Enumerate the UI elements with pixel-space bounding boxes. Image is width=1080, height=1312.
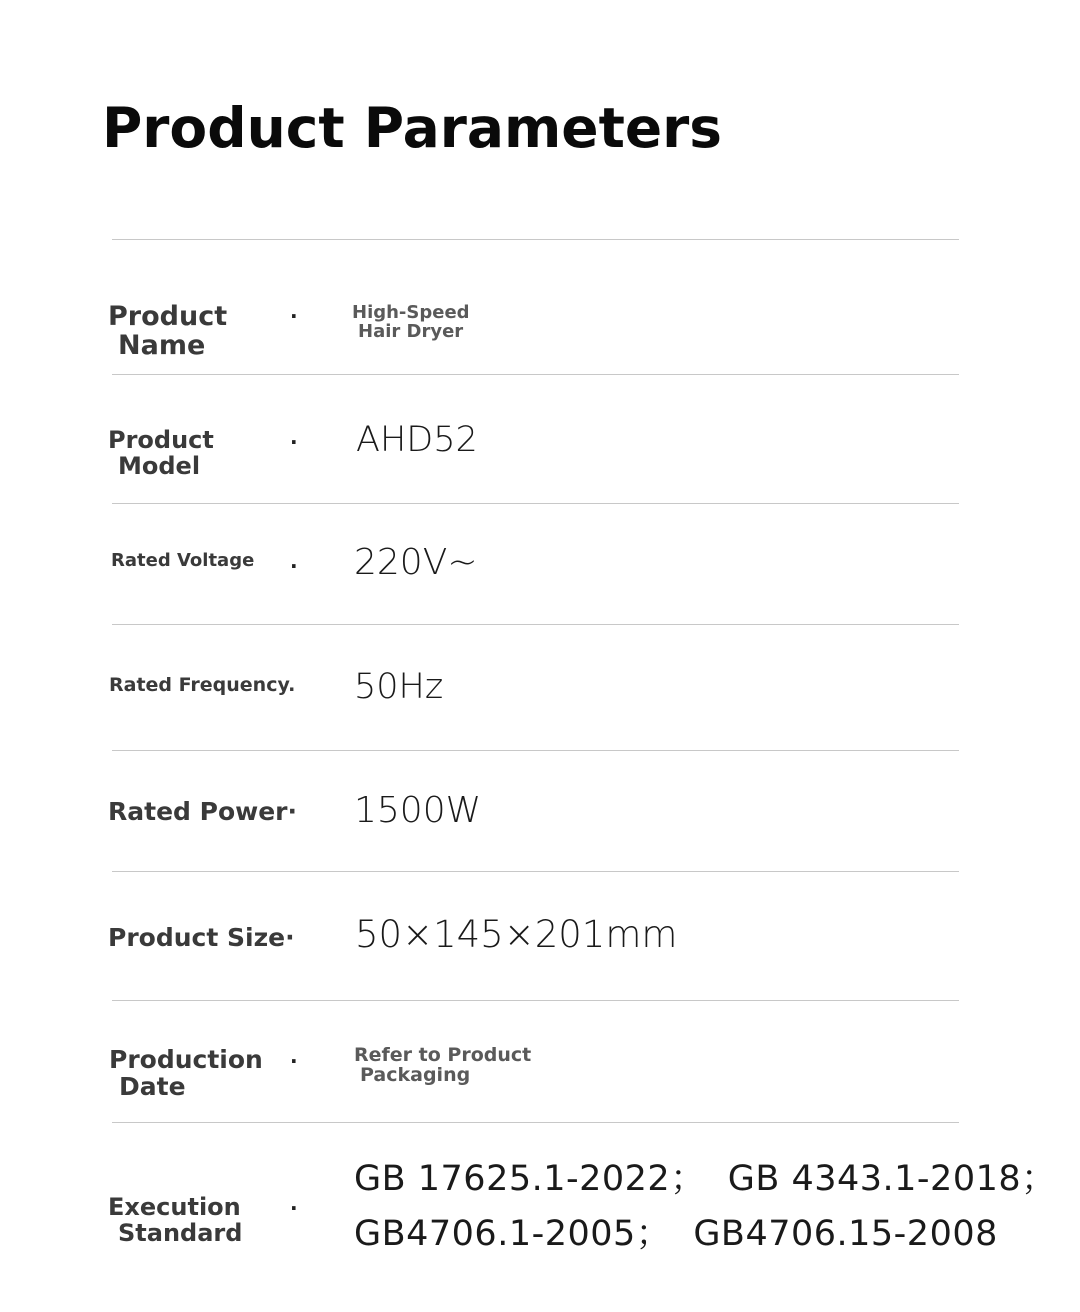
label-rated-power: Rated Power·: [108, 797, 298, 826]
value-rated-power: 1500W: [354, 790, 482, 831]
value-product-size: 50×145×201mm: [355, 913, 678, 956]
standard-item: GB 4343.1-2018；: [727, 1159, 1057, 1199]
label-rated-frequency: Rated Frequency.: [109, 674, 296, 696]
label-product-size: Product Size·: [108, 923, 295, 952]
separator-dot: ·: [290, 430, 298, 454]
standard-line-2: [354, 1207, 1057, 1262]
divider: [112, 871, 959, 872]
separator-dot: ·: [290, 304, 298, 328]
divider: [112, 624, 959, 625]
divider: [112, 503, 959, 504]
separator-dot: ·: [290, 554, 298, 578]
separator-dot: ·: [290, 1049, 298, 1073]
separator-dot: ·: [290, 1196, 298, 1220]
label-line-1: Product: [108, 426, 214, 454]
value-production-date: [354, 1046, 531, 1086]
value-line-1: Refer to Product: [354, 1044, 532, 1066]
label-line-1: Execution: [108, 1193, 241, 1221]
label-rated-voltage: Rated Voltage: [111, 550, 255, 571]
value-execution-standard: [354, 1152, 1057, 1262]
value-product-name: [352, 304, 470, 342]
label-line-1: Product: [108, 301, 228, 332]
divider: [112, 374, 959, 375]
label-line-2: Date: [119, 1072, 186, 1101]
value-rated-frequency: 50Hz: [354, 667, 444, 707]
divider: [112, 750, 959, 751]
divider: [112, 1000, 959, 1001]
label-execution-standard: [108, 1195, 242, 1247]
divider: [112, 239, 959, 240]
label-line-1: Production: [109, 1045, 263, 1074]
divider: [112, 1122, 959, 1123]
page-title: Product Parameters: [102, 96, 723, 160]
value-product-model: AHD52: [356, 420, 478, 460]
value-line-2: Packaging: [360, 1063, 471, 1086]
label-line-2: Model: [118, 451, 201, 480]
label-product-name: [108, 302, 227, 360]
value-line-2: Hair Dryer: [358, 320, 464, 342]
standard-item: GB 17625.1-2022；: [354, 1159, 706, 1199]
label-production-date: [109, 1046, 263, 1100]
value-rated-voltage: 220V~: [354, 542, 478, 583]
label-line-2: Name: [118, 330, 206, 362]
value-line-1: High-Speed: [352, 302, 470, 323]
standard-line-1: [354, 1152, 1057, 1207]
standard-item: GB4706.1-2005；: [354, 1214, 672, 1254]
label-product-model: [108, 428, 214, 480]
label-line-2: Standard: [118, 1218, 243, 1247]
standard-item: GB4706.15-2008: [693, 1214, 998, 1254]
